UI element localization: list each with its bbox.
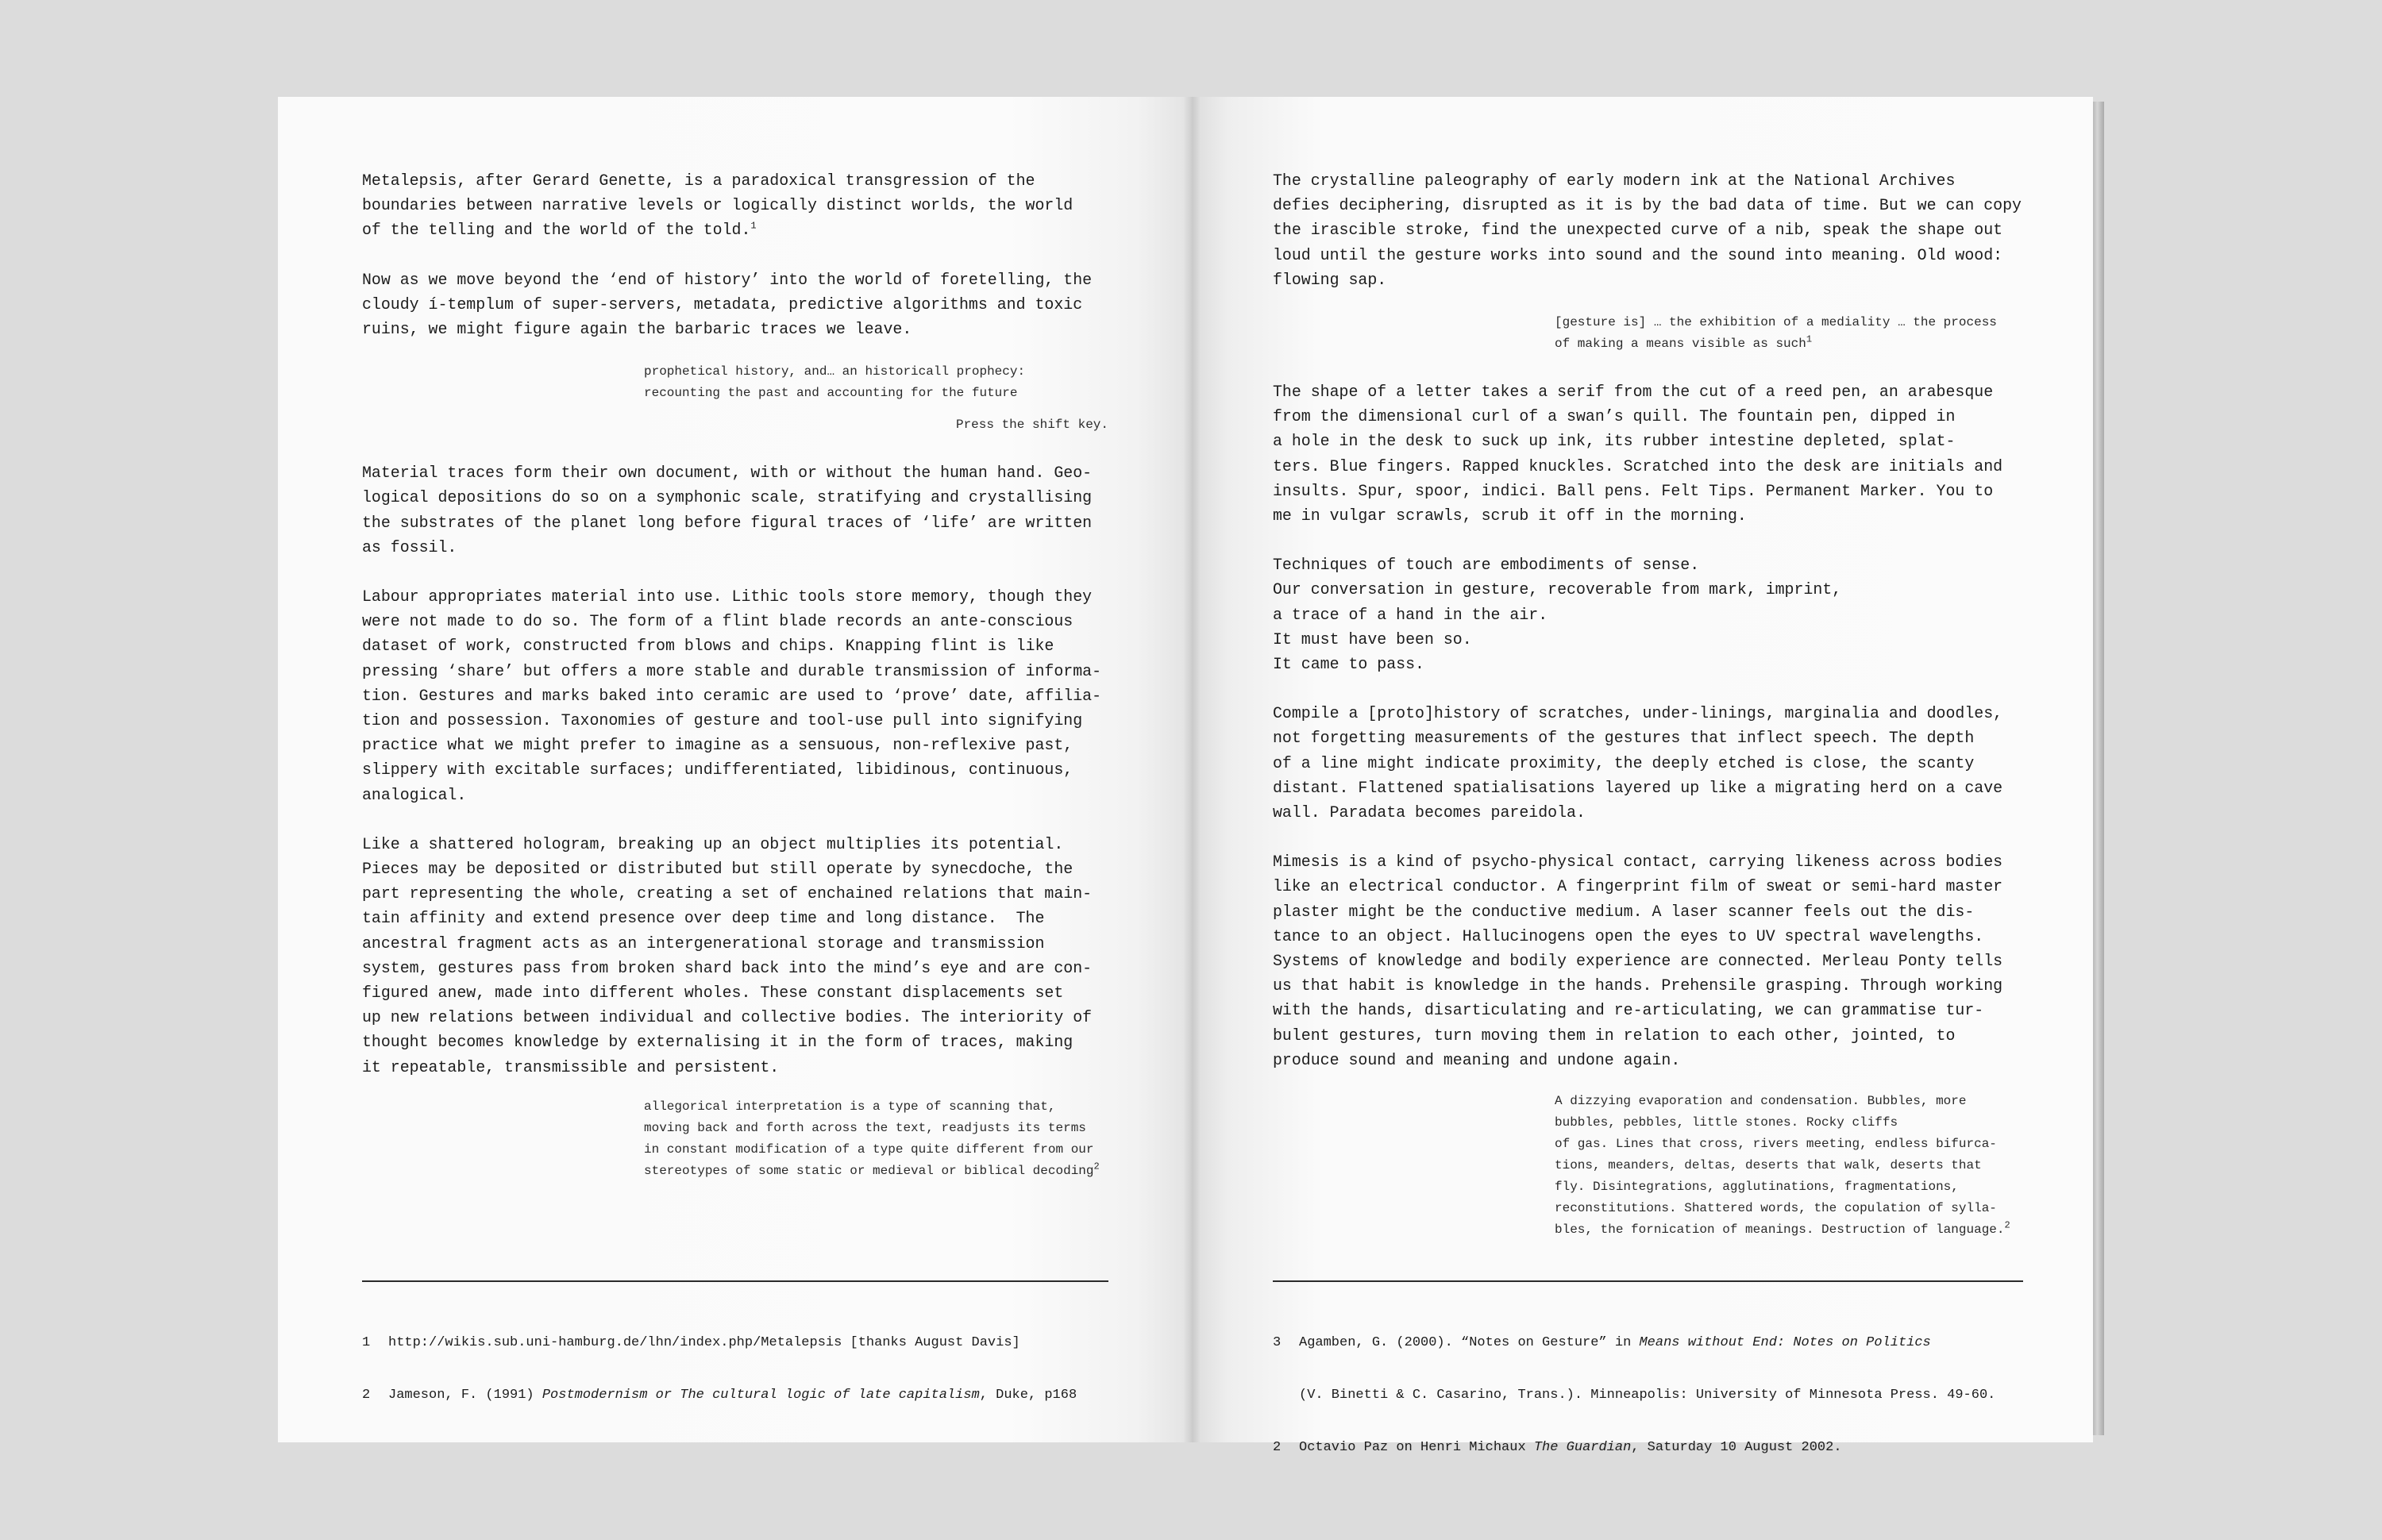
footnote-ref: 1 — [1806, 333, 1813, 345]
quote-allegorical-interpretation: allegorical interpretation is a type of scanning that, moving back and forth across the text, readjusts its terms in constant modification of a type quite different from our stereotypes of some static or medieval or biblical decoding$^2$ — [644, 1099, 1100, 1178]
paragraph-paleography: The crystalline paleography of early modern ink at the National Archives defies deciphering, disrupted as it is by the bad data of time. But we can copy the irascible stroke, find the unexpected curve of a nib, speak the shape out loud until the gesture works into sound and the sound into meaning. Old wood: flowing sap. — [1273, 171, 2022, 289]
footnote: 1 http://wikis.sub.uni-hamburg.de/lhn/index.php/Metalepsis [thanks August Davis] — [362, 1335, 1020, 1350]
paragraph-mimesis: Mimesis is a kind of psycho-physical contact, carrying likeness across bodies like an electrical conductor. A fingerprint film of sweat or semi-hard master plaster might be the conductive medium. A laser scanner feels out the dis- tance to an object. Hallucinogens open the eyes to UV spectral wavelengths. Systems of knowledge and bodily experience are connected. Merleau Ponty tells us that habit is knowledge in the hands. Prehensile grasping. Through working with the hands, disarticulating and re-articulating, we can grammatise tur- bulent gestures, turn moving them in relation to each other, jointed, to produce sound and meaning and undone again. — [1273, 853, 2003, 1069]
paragraph-hologram: Like a shattered hologram, breaking up an object multiplies its potential. Pieces may be deposited or distributed but still operate by synecdoche, the part representing the whole, creating a set of enchained relations that main- tain affinity and extend presence over deep time and long distance. The ancestral fragment acts as an intergenerational storage and transmission system, gestures pass from broken shard back into the mind’s eye and are con- figured anew, made into different wholes. These constant displacements set up new relations between individual and collective bodies. The interiority of thought becomes knowledge by externalising it in the form of traces, making it repeatable, transmissible and persistent. — [362, 834, 1093, 1076]
quote-gesture-is: [gesture is] … the exhibition of a mediality … the process of making a means visible as such$^1$ — [1555, 315, 1997, 352]
footnote-ref: 2 — [1093, 1161, 1100, 1172]
paragraph-proto-history: Compile a [proto]history of scratches, under-linings, marginalia and doodles, not forgetting measurements of the gestures that inflect speech. The depth of a line might indicate proximity, the deeply etched is close, the scanty distant. Flattened spatialisations layered up like a migrating herd on a cave wall. Paradata becomes pareidola. — [1273, 704, 2003, 822]
paragraph-labour: Labour appropriates material into use. Lithic tools store memory, though they were not made to do so. The form of a flint blade records an ante-conscious dataset of work, constructed from blows and chips. Knapping flint is like pressing ‘share’ but offers a more stable and durable transmission of informa- tion. Gestures and marks baked into ceramic are used to ‘prove’ date, affilia- tion and possession. Taxonomies of gesture and tool-use pull into signifying practice what we might prefer to imagine as a sensuous, non-reflexive past, slippery with excitable surfaces; undifferentiated, libidinous, continuous, analogical. — [362, 587, 1102, 804]
spine-gutter — [1183, 97, 1201, 1442]
right-page — [1192, 97, 2093, 1455]
right-footnotes — [1273, 1299, 1995, 1492]
book-spread — [278, 97, 2104, 1455]
footnote-ref: 2 — [2004, 1219, 2010, 1231]
quote-dizzying-evaporation: A dizzying evaporation and condensation. Bubbles, more bubbles, pebbles, little stones. Rocky cliffs of gas. Lines that cross, rivers meeting, endless bifurca- tions, meanders, deltas, deserts that walk, deserts that fly. Disintegrations, agglutinations, fragmentations, reconstitutions. Shattered words, the copulation of sylla- bles, the fornication of meanings. Destruction of language.$^2$ — [1555, 1094, 2010, 1238]
footnote-continuation: (V. Binetti & C. Casarino, Trans.). Minneapolis: University of Minnesota Press. 49-60. — [1299, 1388, 1996, 1403]
paragraph-end-of-history: Now as we move beyond the ‘end of history’ into the world of foretelling, the cloudy í-templum of super-servers, metadata, predictive algorithms and toxic ruins, we might figure again the barbaric traces we leave. — [362, 270, 1093, 339]
left-page — [278, 97, 1192, 1442]
quote-shift-key: Press the shift key. — [955, 418, 1108, 433]
right-text-column — [1273, 168, 2023, 1241]
paragraph-shape-of-letter: The shape of a letter takes a serif from the cut of a reed pen, an arabesque from the dimensional curl of a swan’s quill. The fountain pen, dipped in a hole in the desk to suck up ink, its rubber intestine depleted, splat- ters. Blue fingers. Rapped knuckles. Scratched into the desk are initials and insults. Spur, spoor, indici. Ball pens. Felt Tips. Permanent Marker. You to me in vulgar scrawls, scrub it off in the morning. — [1273, 383, 2003, 526]
footnote: 2 Jameson, F. (1991) Postmodernism or The cultural logic of late capitalism, Duke, p168 — [362, 1388, 1077, 1403]
page-block-edge — [2093, 102, 2104, 1435]
footnote: 2 Octavio Paz on Henri Michaux The Guardian, Saturday 10 August 2002. — [1273, 1440, 1842, 1455]
paragraph-material-traces: Material traces form their own document, with or without the human hand. Geo- logical depositions do so on a symphonic scale, stratifying and crystallising the substrates of the planet long before figural traces of ‘life’ are written as fossil. — [362, 464, 1093, 556]
paragraph-metalepsis: Metalepsis, after Gerard Genette, is a paradoxical transgression of the boundaries between narrative levels or logically distinct worlds, the world of the telling and the world of the told.$^1$ — [362, 171, 1073, 240]
left-text-column — [362, 168, 1108, 1182]
footnote-ref: 1 — [750, 220, 757, 232]
quote-prophetical-history: prophetical history, and… an historicall prophecy: recounting the past and accounting for the future — [644, 364, 1026, 401]
paragraph-techniques-of-touch: Techniques of touch are embodiments of sense. Our conversation in gesture, recoverable from mark, imprint, a trace of a hand in the air. It must have been so. It came to pass. — [1273, 556, 1842, 674]
left-footnotes — [362, 1299, 1077, 1439]
footnote: 3 Agamben, G. (2000). “Notes on Gesture” in Means without End: Notes on Politics — [1273, 1335, 1931, 1350]
footnote-rule — [362, 1280, 1108, 1282]
footnote-rule — [1273, 1280, 2023, 1282]
